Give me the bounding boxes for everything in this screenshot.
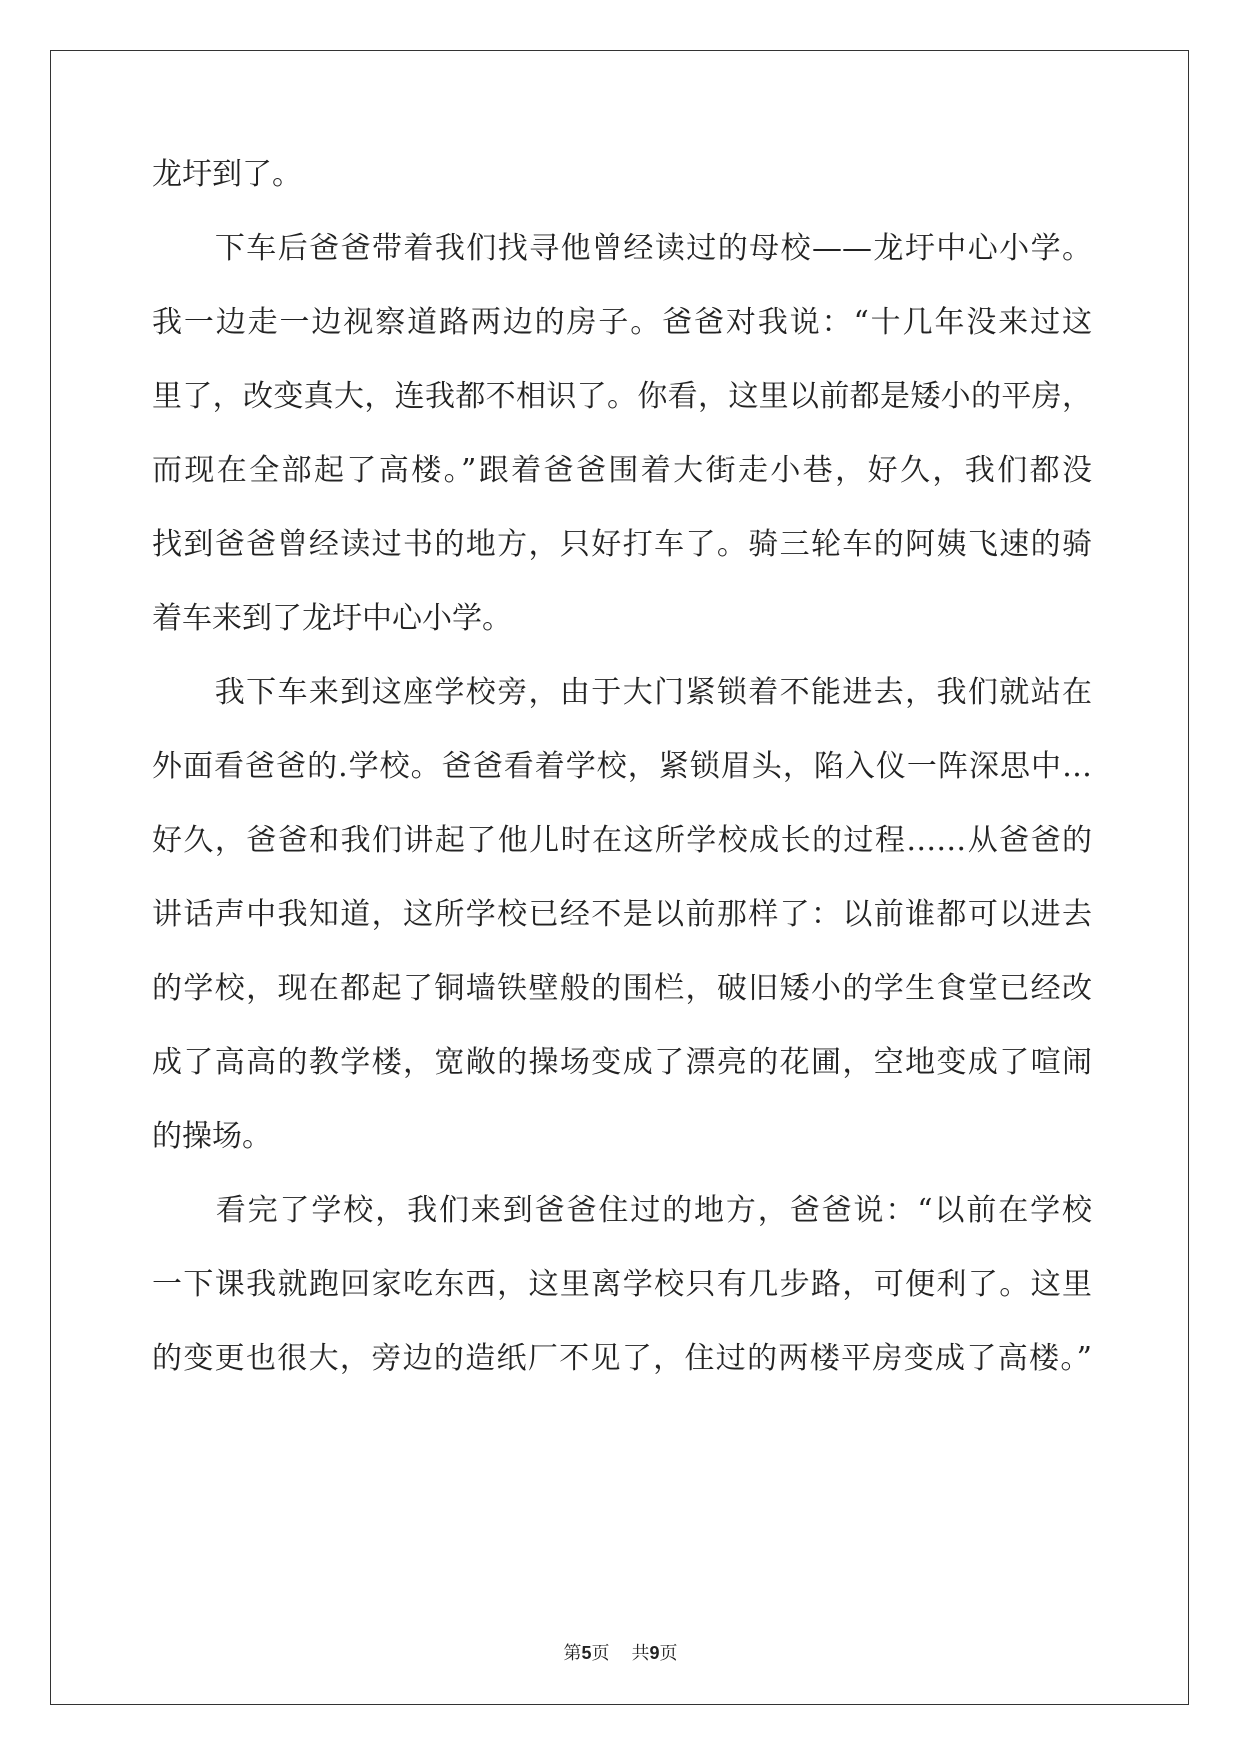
text-line: 着车来到了龙圩中心小学。 xyxy=(152,601,512,636)
text-line: 我下车来到这座学校旁，由于大门紧锁着不能进去，我们就站在 xyxy=(152,675,1092,710)
page-label: 第5页 xyxy=(563,1643,610,1664)
current-page-number: 5 xyxy=(581,1643,592,1663)
text-line: 一下课我就跑回家吃东西，这里离学校只有几步路，可便利了。这里 xyxy=(152,1267,1092,1302)
text-line: 龙圩到了。 xyxy=(152,157,302,192)
text-line: 下车后爸爸带着我们找寻他曾经读过的母校——龙圩中心小学。 xyxy=(152,231,1092,266)
page-footer xyxy=(0,1641,1241,1666)
text-line: 成了高高的教学楼，宽敞的操场变成了漂亮的花圃，空地变成了喧闹 xyxy=(152,1045,1092,1080)
text-line: 外面看爸爸的.学校。爸爸看着学校，紧锁眉头，陷入仪一阵深思中… xyxy=(152,749,1092,784)
text-line: 我一边走一边视察道路两边的房子。爸爸对我说：“十几年没来过这 xyxy=(152,305,1092,340)
text-line: 的变更也很大，旁边的造纸厂不见了，住过的两楼平房变成了高楼。” xyxy=(152,1341,1092,1376)
text-line: 讲话声中我知道，这所学校已经不是以前那样了：以前谁都可以进去 xyxy=(152,897,1092,932)
total-pages-label: 共9页 xyxy=(631,1643,678,1664)
total-page-number: 9 xyxy=(649,1643,660,1663)
text-line: 里了，改变真大，连我都不相识了。你看，这里以前都是矮小的平房， xyxy=(152,379,1092,414)
page-border xyxy=(50,50,1189,1705)
text-line: 的操场。 xyxy=(152,1119,272,1154)
text-line: 而现在全部起了高楼。”跟着爸爸围着大街走小巷，好久，我们都没 xyxy=(152,453,1092,488)
text-line: 看完了学校，我们来到爸爸住过的地方，爸爸说：“以前在学校 xyxy=(152,1193,1092,1228)
text-line: 的学校，现在都起了铜墙铁壁般的围栏，破旧矮小的学生食堂已经改 xyxy=(152,971,1092,1006)
text-line: 好久，爸爸和我们讲起了他儿时在这所学校成长的过程……从爸爸的 xyxy=(152,823,1092,858)
text-line: 找到爸爸曾经读过书的地方，只好打车了。骑三轮车的阿姨飞速的骑 xyxy=(152,527,1092,562)
